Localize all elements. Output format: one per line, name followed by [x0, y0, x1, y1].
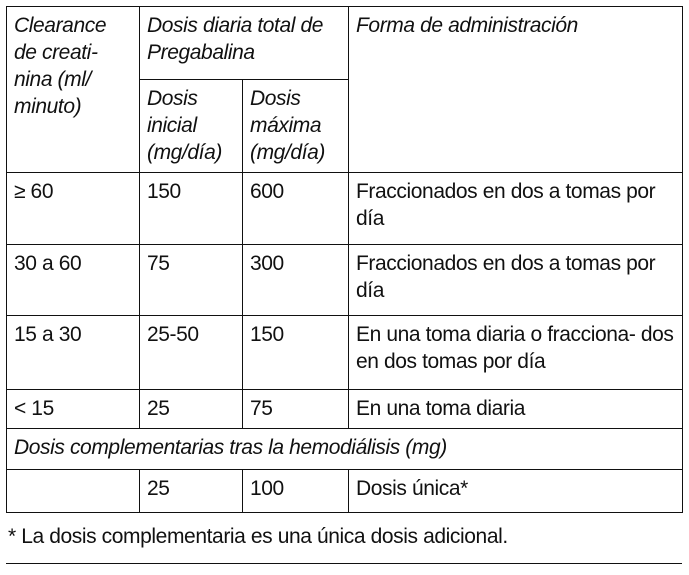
header-admin: Forma de administración — [349, 7, 683, 173]
cell-admin: En una toma diaria — [349, 390, 683, 429]
dosage-table — [6, 6, 683, 513]
supplement-row — [7, 470, 683, 513]
header-max-dose: Dosis máxima (mg/día) — [243, 80, 349, 173]
cell-clearance: ≥ 60 — [7, 173, 140, 245]
cell-max: 600 — [243, 173, 349, 245]
header-clearance: Clearance de creati- nina (ml/ minuto) — [7, 7, 140, 173]
cell-admin: Fraccionados en dos a tomas por día — [349, 245, 683, 316]
table-row — [7, 390, 683, 429]
footnote: * La dosis complementaria es una única dosis adicional. — [8, 525, 508, 548]
cell-max: 75 — [243, 390, 349, 429]
cell-max: 150 — [243, 316, 349, 390]
header-row-1 — [7, 7, 683, 80]
cell-admin: En una toma diaria o fracciona- dos en dos tomas por día — [349, 316, 683, 390]
cell-max: 100 — [243, 470, 349, 513]
cell-clearance — [7, 470, 140, 513]
cell-initial: 25 — [140, 390, 243, 429]
header-initial-dose: Dosis inicial (mg/día) — [140, 80, 243, 173]
cell-initial: 150 — [140, 173, 243, 245]
cell-initial: 25-50 — [140, 316, 243, 390]
cell-admin: Fraccionados en dos a tomas por día — [349, 173, 683, 245]
cell-clearance: < 15 — [7, 390, 140, 429]
cell-max: 300 — [243, 245, 349, 316]
cell-clearance: 15 a 30 — [7, 316, 140, 390]
table-row — [7, 245, 683, 316]
cell-initial: 75 — [140, 245, 243, 316]
cell-clearance: 30 a 60 — [7, 245, 140, 316]
header-total-dose: Dosis diaria total de Pregabalina — [140, 7, 349, 80]
section-row — [7, 429, 683, 470]
bottom-divider — [6, 563, 682, 564]
cell-admin: Dosis única* — [349, 470, 683, 513]
section-heading: Dosis complementarias tras la hemodiálisis (mg) — [7, 429, 683, 470]
cell-initial: 25 — [140, 470, 243, 513]
dosage-table-container — [6, 6, 682, 550]
table-row — [7, 316, 683, 390]
table-row — [7, 173, 683, 245]
